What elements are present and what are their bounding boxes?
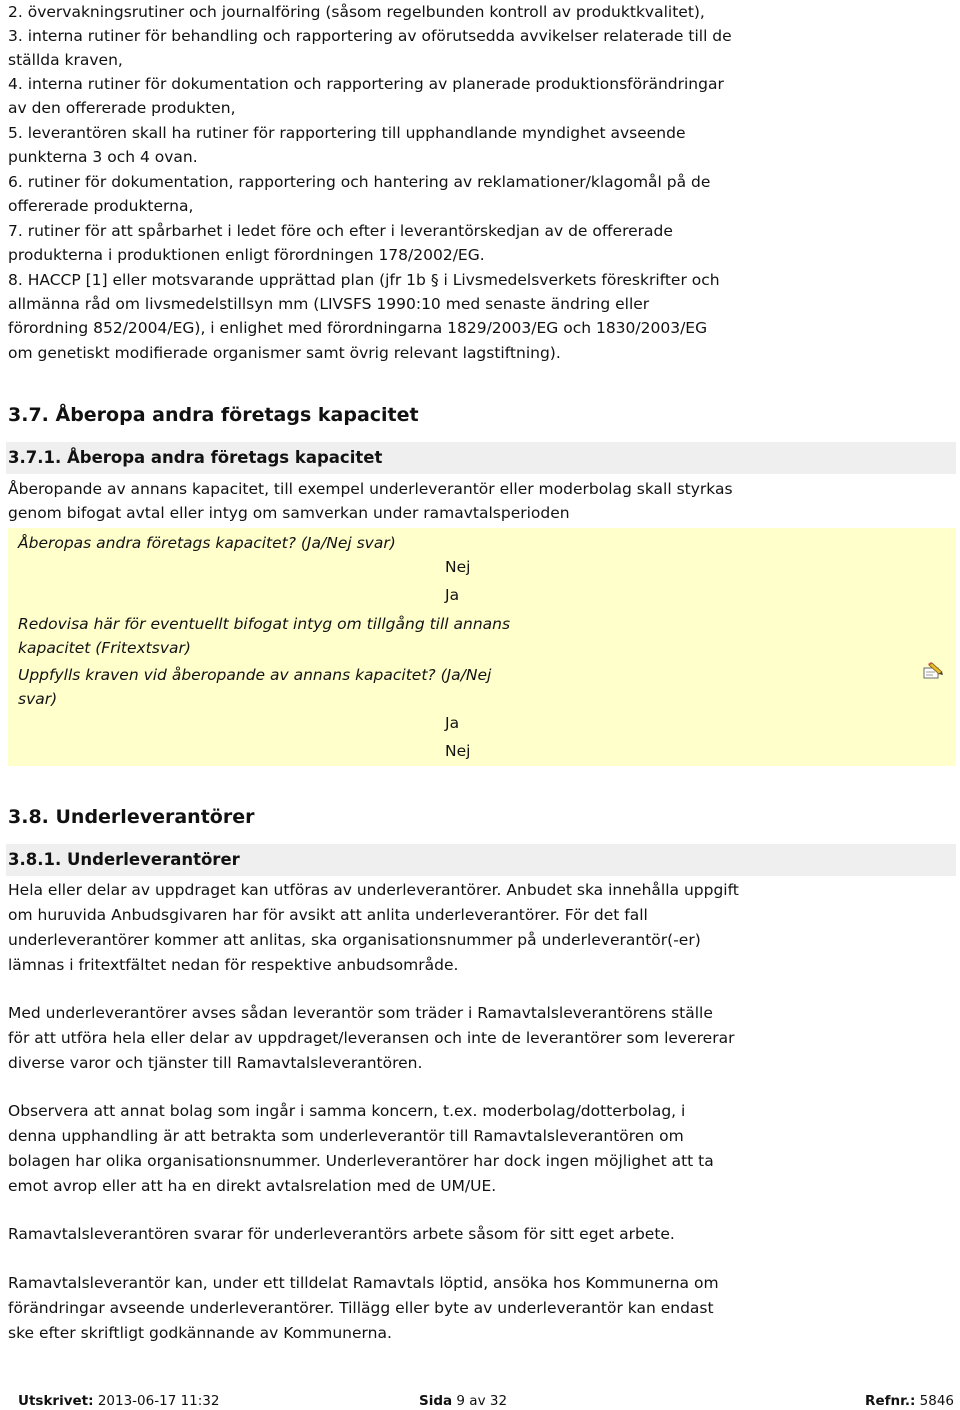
footer-ref [865,1393,954,1409]
pencil-note-icon[interactable] [922,662,944,680]
footer-page [419,1393,507,1409]
list-line: ställda kraven, [8,51,123,69]
list-line: 8. HACCP [1] eller motsvarande upprättad plan (jfr 1b § i Livsmedelsverkets föreskrifter och [8,271,720,289]
question-requirements-line: svar) [18,690,58,708]
question-capacity: Åberopas andra företags kapacitet? (Ja/Nej svar) [18,534,396,552]
list-line: 3. interna rutiner för behandling och rapportering av oförutsedda avvikelser relaterade till de [8,27,732,45]
paragraph-line: emot avrop eller att ha en direkt avtalsrelation med de UM/UE. [8,1177,497,1195]
list-line: 7. rutiner för att spårbarhet i ledet före och efter i leverantörskedjan av de offererade [8,222,673,240]
questions-box [8,528,956,766]
paragraph-line: Observera att annat bolag som ingår i samma koncern, t.ex. moderbolag/dotterbolag, i [8,1102,686,1120]
answer-option-ja[interactable]: Ja [445,714,460,732]
answer-option-nej[interactable]: Nej [445,742,471,760]
list-line: 5. leverantören skall ha rutiner för rapportering till upphandlande myndighet avseende [8,124,686,142]
list-line: punkterna 3 och 4 ovan. [8,148,198,166]
list-line: offererade produkterna, [8,197,194,215]
list-line: 4. interna rutiner för dokumentation och rapportering av planerade produktionsförändringar [8,75,724,93]
footer-page-value: 9 av 32 [456,1393,508,1409]
paragraph-line: diverse varor och tjänster till Ramavtalsleverantören. [8,1054,423,1072]
question-attachment-line: kapacitet (Fritextsvar) [18,639,191,657]
list-line: förordning 852/2004/EG), i enlighet med förordningarna 1829/2003/EG och 1830/2003/EG [8,319,708,337]
section-heading-3-8: 3.8. Underleverantörer [8,806,255,828]
paragraph-line: bolagen har olika organisationsnummer. Underleverantörer har dock ingen möjlighet att ta [8,1152,714,1170]
paragraph-line: Med underleverantörer avses sådan leverantör som träder i Ramavtalsleverantörens ställe [8,1004,713,1022]
paragraph-line: lämnas i fritextfältet nedan för respektive anbudsområde. [8,956,459,974]
footer-printed-value: 2013-06-17 11:32 [97,1393,220,1409]
paragraph-line: Ramavtalsleverantör kan, under ett tilldelat Ramavtals löptid, ansöka hos Kommunerna om [8,1274,719,1292]
subsection-bar-3-8-1 [6,844,956,876]
paragraph-line: förändringar avseende underleverantörer. Tillägg eller byte av underleverantör kan endast [8,1299,714,1317]
footer-printed-label: Utskrivet: [18,1393,94,1409]
list-line: 6. rutiner för dokumentation, rapportering och hantering av reklamationer/klagomål på de [8,173,711,191]
list-line: om genetiskt modifierade organismer samt övrig relevant lagstiftning). [8,344,561,362]
intro-line: genom bifogat avtal eller intyg om samverkan under ramavtalsperioden [8,504,570,522]
footer-printed [18,1393,219,1409]
footer-ref-value: 5846 [919,1393,954,1409]
subsection-heading-3-8-1: 3.8.1. Underleverantörer [8,850,240,869]
answer-option-ja[interactable]: Ja [445,586,460,604]
subsection-bar-3-7-1 [6,442,956,474]
section-heading-3-7: 3.7. Åberopa andra företags kapacitet [8,404,419,426]
list-line: allmänna råd om livsmedelstillsyn mm (LIVSFS 1990:10 med senaste ändring eller [8,295,650,313]
paragraph-line: ske efter skriftligt godkännande av Kommunerna. [8,1324,392,1342]
list-line: 2. övervakningsrutiner och journalföring (såsom regelbunden kontroll av produktkvalitet), [8,3,705,21]
paragraph-line: om huruvida Anbudsgivaren har för avsikt att anlita underleverantörer. För det fall [8,906,648,924]
paragraph-line: underleverantörer kommer att anlitas, ska organisationsnummer på underleverantör(-er) [8,931,701,949]
question-requirements-line: Uppfylls kraven vid åberopande av annans kapacitet? (Ja/Nej [18,666,492,684]
footer-ref-label: Refnr.: [865,1393,916,1409]
paragraph-line: för att utföra hela eller delar av uppdraget/leveransen och inte de leverantörer som levererar [8,1029,735,1047]
list-line: av den offererade produkten, [8,99,236,117]
footer-page-label: Sida [419,1393,453,1409]
answer-option-nej[interactable]: Nej [445,558,471,576]
subsection-heading-3-7-1: 3.7.1. Åberopa andra företags kapacitet [8,448,383,467]
paragraph-line: Ramavtalsleverantören svarar för underleverantörs arbete såsom för sitt eget arbete. [8,1225,675,1243]
list-line: produkterna i produktionen enligt förordningen 178/2002/EG. [8,246,485,264]
intro-line: Åberopande av annans kapacitet, till exempel underleverantör eller moderbolag skall styrkas [8,480,733,498]
question-attachment-line: Redovisa här för eventuellt bifogat intyg om tillgång till annans [18,615,511,633]
paragraph-line: denna upphandling är att betrakta som underleverantör till Ramavtalsleverantören om [8,1127,684,1145]
paragraph-line: Hela eller delar av uppdraget kan utföras av underleverantörer. Anbudet ska innehålla uppgift [8,881,739,899]
